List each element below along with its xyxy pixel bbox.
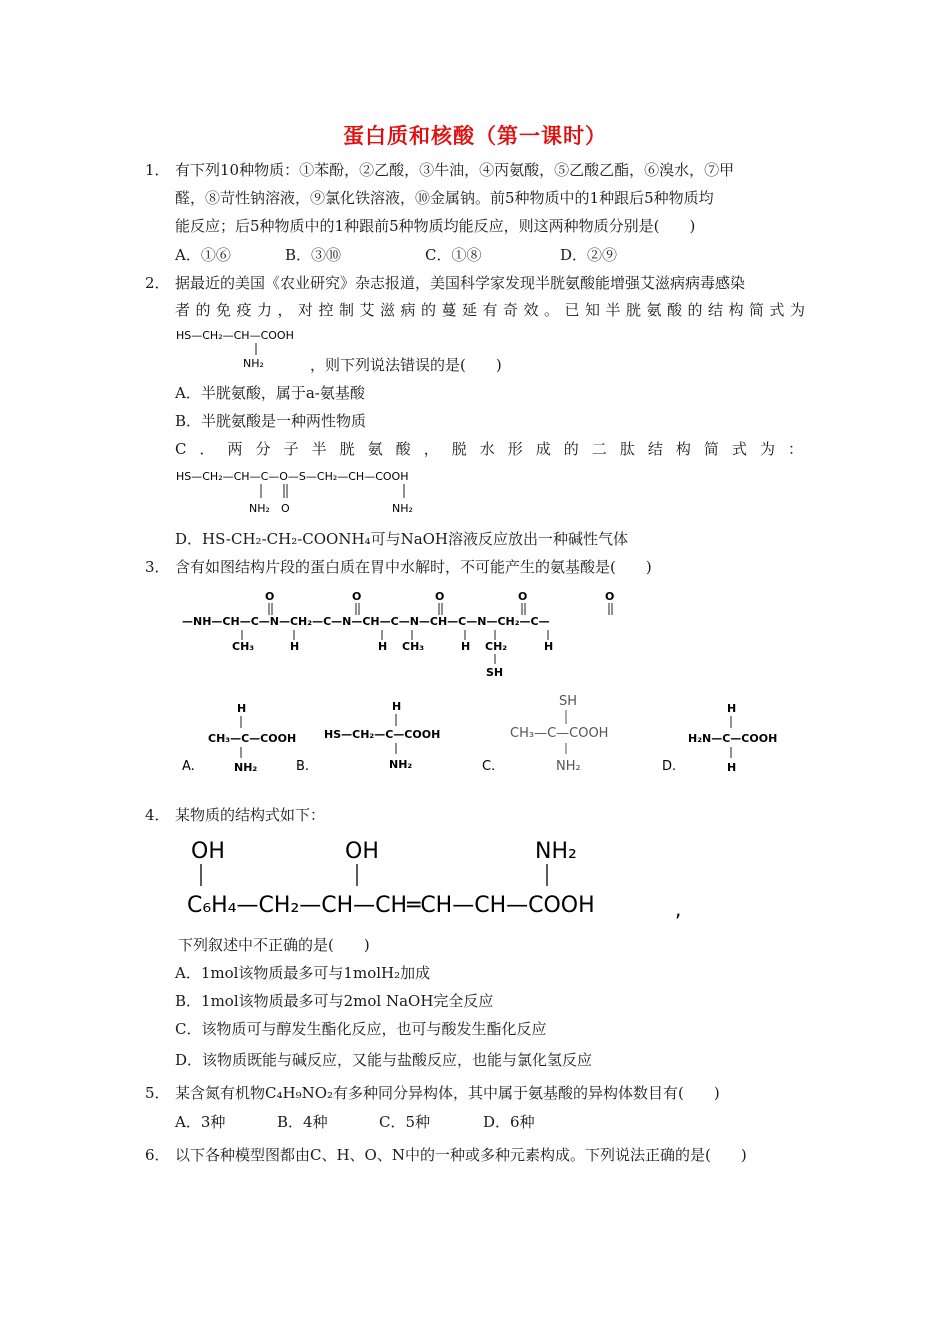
b-top: H bbox=[392, 700, 402, 713]
q2-line2: 者的免疫力，对控制艾滋病的蔓延有奇效。已知半胱氨酸的结构简式为 bbox=[175, 301, 805, 319]
q1-line3: 能反应；后5种物质中的1种跟前5种物质均能反应，则这两种物质分别是( ) bbox=[175, 217, 696, 235]
q2-option-c: C．两分子半胱氨酸，脱水形成的二肽结构简式为： bbox=[175, 440, 803, 458]
q5-line1 bbox=[145, 1083, 720, 1103]
amide-h-4: H bbox=[544, 640, 554, 653]
q2-option-d: D．HS-CH₂-CH₂-COONH₄可与NaOH溶液反应放出一种碱性气体 bbox=[175, 530, 629, 548]
dipeptide-nh2-left: NH₂ bbox=[249, 502, 270, 515]
q5-text-1: 某含氮有机物C₄H₉NO₂有多种同分异构体，其中属于氨基酸的异构体数目有( ) bbox=[175, 1084, 720, 1102]
q1-line2: 醛，⑧苛性钠溶液，⑨氯化铁溶液，⑩金属钠。前5种物质中的1种跟后5种物质均 bbox=[175, 189, 714, 207]
d-main: H₂N—C—COOH bbox=[688, 732, 778, 745]
q2-option-b: B．半胱氨酸是一种两性物质 bbox=[175, 412, 367, 430]
q6-line1 bbox=[145, 1145, 747, 1165]
q2-number: 2． bbox=[145, 274, 170, 292]
q3-number: 3． bbox=[145, 558, 170, 576]
q5-option-c: C．5种 bbox=[379, 1113, 431, 1131]
q3-label-c: C. bbox=[482, 759, 496, 774]
amide-h-2: H bbox=[378, 640, 388, 653]
q3-text-1: 含有如图结构片段的蛋白质在胃中水解时，不可能产生的氨基酸是( ) bbox=[175, 558, 652, 576]
q1-option-b: B．③⑩ bbox=[285, 246, 342, 264]
q3-option-c bbox=[482, 694, 608, 774]
dipeptide-main: HS—CH₂—CH—C—O—S—CH₂—CH—COOH bbox=[176, 470, 409, 483]
dipeptide-nh2-right: NH₂ bbox=[392, 502, 413, 515]
q6-number: 6． bbox=[145, 1146, 170, 1164]
carbonyl-groups bbox=[265, 590, 614, 615]
d-top: H bbox=[727, 702, 737, 715]
q5-option-a: A．3种 bbox=[175, 1113, 226, 1131]
carbonyl-o-4: O bbox=[518, 590, 528, 603]
a-bottom: NH₂ bbox=[234, 761, 258, 774]
q4-comma: , bbox=[675, 897, 682, 921]
carbonyl-o-5: O bbox=[605, 590, 615, 603]
d-bottom: H bbox=[727, 761, 737, 774]
q4-option-c: C．该物质可与醇发生酯化反应，也可与酸发生酯化反应 bbox=[175, 1020, 547, 1038]
side-chain-sh: SH bbox=[486, 666, 504, 679]
a-top: H bbox=[237, 702, 247, 715]
cysteine-structure bbox=[172, 325, 332, 373]
q1-text-1: 有下列10种物质：①苯酚，②乙酸，③牛油，④丙氨酸，⑤乙酸乙酯，⑥溴水，⑦甲 bbox=[175, 161, 735, 179]
amide-h-1: H bbox=[290, 640, 300, 653]
q3-option-a bbox=[182, 702, 296, 774]
q1-option-c: C．①⑧ bbox=[425, 246, 482, 264]
q4-option-d: D．该物质既能与碱反应，又能与盐酸反应，也能与氯化氢反应 bbox=[175, 1051, 593, 1069]
protein-fragment bbox=[180, 588, 640, 684]
b-main: HS—CH₂—C—COOH bbox=[324, 728, 441, 741]
q2-line1 bbox=[145, 273, 745, 293]
q4-question: 下列叙述中不正确的是( ) bbox=[178, 936, 370, 954]
dipeptide-structure bbox=[172, 462, 492, 520]
carbonyl-o-2: O bbox=[352, 590, 362, 603]
a-main: CH₃—C—COOH bbox=[208, 732, 297, 745]
q3-label-b: B. bbox=[296, 759, 310, 774]
q4-oh-mid: OH bbox=[345, 839, 379, 864]
q1-option-d: D．②⑨ bbox=[560, 246, 618, 264]
q1-option-a: A．①⑥ bbox=[175, 246, 231, 264]
q2-option-a: A．半胱氨酸，属于a-氨基酸 bbox=[175, 384, 365, 402]
q3-label-a: A. bbox=[182, 759, 195, 774]
q5-options bbox=[175, 1112, 535, 1132]
q4-structure bbox=[185, 832, 705, 932]
q4-nh2: NH₂ bbox=[535, 839, 577, 864]
carbonyl-o-1: O bbox=[265, 590, 275, 603]
amide-h-3: H bbox=[461, 640, 471, 653]
side-chain-ch3-2: CH₃ bbox=[402, 640, 425, 653]
c-main: CH₃—C—COOH bbox=[510, 726, 609, 741]
side-chain-ch2: CH₂ bbox=[485, 640, 508, 653]
b-bottom: NH₂ bbox=[389, 758, 413, 771]
c-top: SH bbox=[559, 694, 578, 709]
q3-line1 bbox=[145, 557, 652, 577]
q5-option-b: B．4种 bbox=[277, 1113, 328, 1131]
q4-text-1: 某物质的结构式如下： bbox=[175, 806, 326, 824]
q3-label-d: D. bbox=[662, 759, 677, 774]
page-title: 蛋白质和核酸（第一课时） bbox=[343, 123, 607, 148]
q3-option-b bbox=[296, 700, 440, 774]
carbonyl-o-3: O bbox=[435, 590, 445, 603]
dipeptide-carbonyl-o: O bbox=[281, 502, 290, 515]
q4-line1 bbox=[145, 805, 325, 825]
q1-line1 bbox=[145, 160, 734, 180]
q4-oh-left: OH bbox=[191, 839, 225, 864]
q2-line3: ，则下列说法错误的是( ) bbox=[310, 356, 502, 374]
q4-number: 4． bbox=[145, 806, 170, 824]
q2-text-1: 据最近的美国《农业研究》杂志报道，美国科学家发现半胱氨酸能增强艾滋病病毒感染 bbox=[175, 274, 746, 292]
q1-number: 1． bbox=[145, 161, 170, 179]
q4-option-b: B．1mol该物质最多可与2mol NaOH完全反应 bbox=[175, 992, 494, 1010]
q3-options bbox=[180, 690, 800, 780]
q4-option-a: A．1mol该物质最多可与1molH₂加成 bbox=[175, 964, 431, 982]
c-bottom: NH₂ bbox=[556, 759, 581, 774]
q6-text-1: 以下各种模型图都由C、H、O、N中的一种或多种元素构成。下列说法正确的是( ) bbox=[175, 1146, 747, 1164]
q5-option-d: D．6种 bbox=[483, 1113, 535, 1131]
protein-chain: —NH—CH—C—N—CH₂—C—N—CH—C—N—CH—C—N—CH₂—C— bbox=[182, 615, 550, 628]
q1-options bbox=[175, 245, 617, 265]
side-chain-ch3-1: CH₃ bbox=[232, 640, 255, 653]
q3-option-d bbox=[662, 702, 777, 774]
q5-number: 5． bbox=[145, 1084, 170, 1102]
q4-main-chain: C₆H₄—CH₂—CH—CH═CH—CH—COOH bbox=[187, 893, 595, 918]
cysteine-main: HS—CH₂—CH—COOH bbox=[176, 329, 294, 342]
cysteine-nh2: NH₂ bbox=[243, 357, 264, 370]
